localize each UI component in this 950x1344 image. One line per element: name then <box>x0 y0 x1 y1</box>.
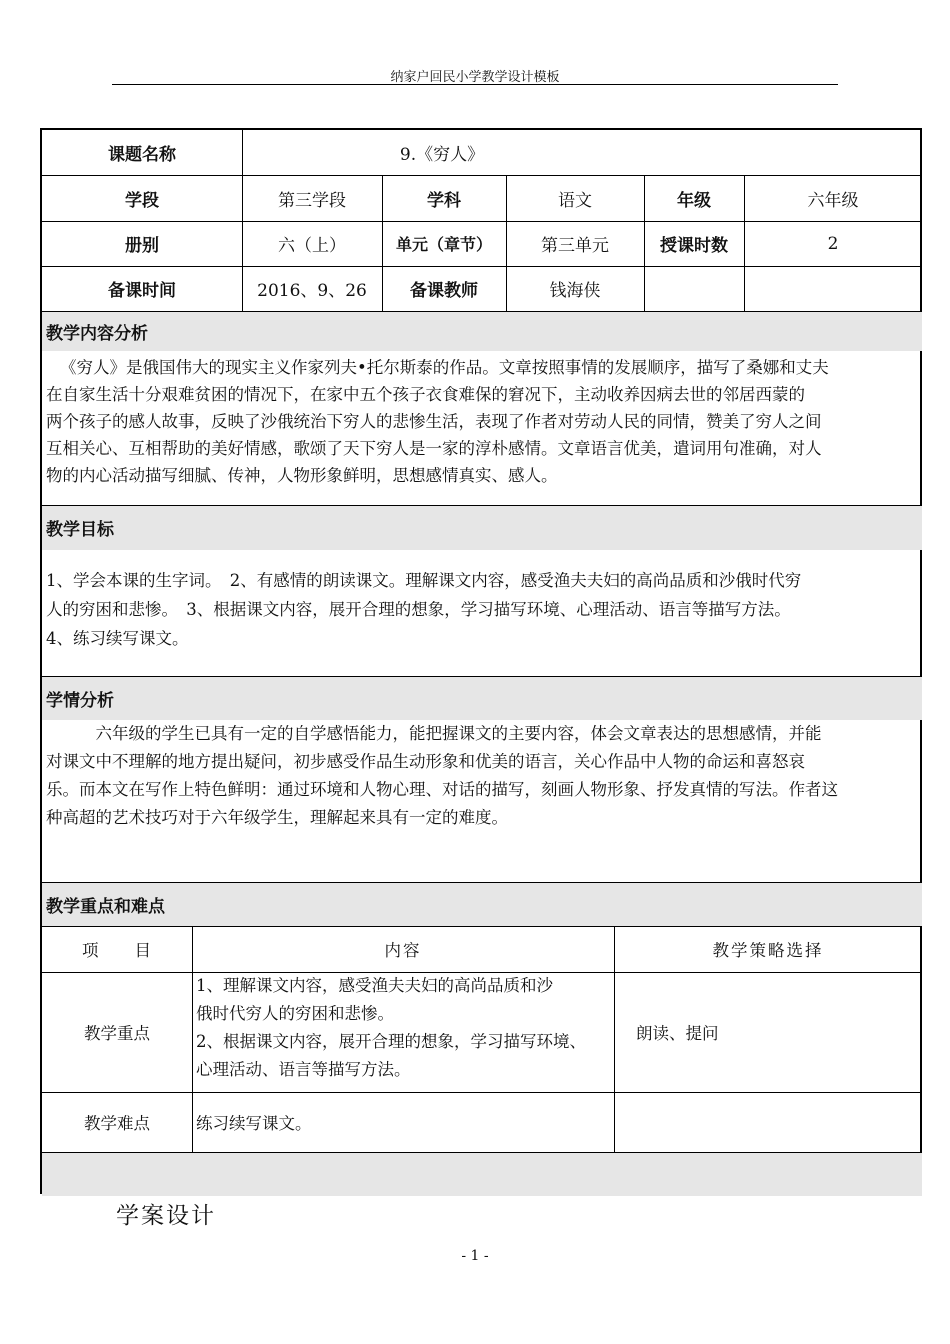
page-number: - 1 - <box>461 1248 489 1264</box>
learner-analysis-text <box>42 720 922 880</box>
prep-teacher-value: 钱海侠 <box>549 281 601 301</box>
grid-line <box>42 175 922 176</box>
prep-time-value: 2016、9、26 <box>257 281 367 301</box>
learner-analysis-line: 种高超的艺术技巧对于六年级学生，理解起来具有一定的难度。 <box>46 808 508 827</box>
volume-label: 册别 <box>125 236 159 256</box>
hours-label: 授课时数 <box>660 236 728 256</box>
prep-time-label: 备课时间 <box>108 281 176 301</box>
learner-analysis-line: 对课文中不理解的地方提出疑问，初步感受作品生动形象和优美的语言，关心作品中人物的命运和喜怒哀 <box>46 752 805 771</box>
section-title-study-plan: 学案设计 <box>116 1203 216 1229</box>
objectives-text <box>42 566 922 666</box>
content-analysis-title: 教学内容分析 <box>42 311 922 351</box>
content-analysis-line: 互相关心、互相帮助的美好情感，歌颂了天下穷人是一家的淳朴感情。文章语言优美，遣词用句准确，对人 <box>46 439 822 458</box>
learner-analysis-line: 乐。而本文在写作上特色鲜明：通过环境和人物心理、对话的描写，刻画人物形象、抒发真情的写法。作者这 <box>46 780 838 799</box>
objectives-line: 人的穷困和悲惨。 3、根据课文内容，展开合理的想象，学习描写环境、心理活动、语言等描写方法。 <box>46 600 791 619</box>
grid-line <box>42 1092 922 1093</box>
grid-line <box>614 926 615 1152</box>
prep-teacher-label: 备课教师 <box>410 281 478 301</box>
header-rule <box>112 84 838 85</box>
grid-line <box>42 221 922 222</box>
grid-line <box>242 130 243 311</box>
content-analysis-line: 两个孩子的感人故事，反映了沙俄统治下穷人的悲惨生活，表现了作者对劳动人民的同情，赞美了穷人之间 <box>46 412 822 431</box>
key-points-title: 教学重点和难点 <box>42 882 922 926</box>
grid-line <box>644 175 645 311</box>
grade-value: 六年级 <box>807 190 859 211</box>
objectives-title: 教学目标 <box>42 505 922 550</box>
col-strategy-header: 教学策略选择 <box>712 941 824 960</box>
focus-strategy: 朗读、提问 <box>636 1024 719 1043</box>
objectives-line: 4、练习续写课文。 <box>46 629 189 648</box>
grid-line <box>382 175 383 311</box>
grid-line <box>42 882 922 883</box>
grid-line <box>744 175 745 311</box>
grid-line <box>42 1152 922 1153</box>
content-analysis-line: 物的内心活动描写细腻、传神，人物形象鲜明，思想感情真实、感人。 <box>46 466 558 485</box>
grid-line <box>42 972 922 973</box>
grid-line <box>192 926 193 1152</box>
course-name-label: 课题名称 <box>108 145 176 165</box>
grid-line <box>42 676 922 677</box>
page-header: 纳家户回民小学教学设计模板 <box>390 70 560 85</box>
focus-line: 2、根据课文内容，展开合理的想象，学习描写环境、 <box>196 1032 586 1051</box>
learner-analysis-line: 六年级的学生已具有一定的自学感悟能力，能把握课文的主要内容，体会文章表达的思想感情，并能 <box>46 724 822 743</box>
hours-value: 2 <box>827 233 839 254</box>
content-analysis-line: 在自家生活十分艰难贫困的情况下，在家中五个孩子衣食难保的窘况下，主动收养因病去世的邻居西蒙的 <box>46 385 805 404</box>
grid-line <box>42 311 922 312</box>
difficulty-label: 教学难点 <box>84 1114 150 1133</box>
content-analysis-line: 《穷人》是俄国伟大的现实主义作家列夫•托尔斯泰的作品。文章按照事情的发展顺序，描写了桑娜和丈夫 <box>60 358 829 377</box>
focus-label: 教学重点 <box>84 1024 150 1043</box>
learner-analysis-title: 学情分析 <box>42 676 922 720</box>
unit-value: 第三单元 <box>541 236 609 256</box>
stage-label: 学段 <box>125 190 159 211</box>
col-item-header: 项 目 <box>82 941 152 960</box>
grid-line <box>42 926 922 927</box>
unit-label: 单元（章节） <box>395 235 492 254</box>
subject-label: 学科 <box>427 190 461 211</box>
focus-line: 1、理解课文内容，感受渔夫夫妇的高尚品质和沙 <box>196 976 553 995</box>
col-content-header: 内容 <box>384 941 422 960</box>
difficulty-content: 练习续写课文。 <box>196 1114 312 1133</box>
lesson-plan-table <box>40 128 922 1194</box>
stage-value: 第三学段 <box>278 190 346 211</box>
content-analysis-text <box>42 354 922 504</box>
grid-line <box>42 266 922 267</box>
subject-value: 语文 <box>558 190 592 211</box>
focus-line: 心理活动、语言等描写方法。 <box>196 1060 411 1079</box>
grid-line <box>42 505 922 506</box>
volume-value: 六（上） <box>278 236 346 256</box>
difficulty-strategy <box>614 1092 922 1152</box>
focus-content <box>192 972 614 1092</box>
objectives-line: 1、学会本课的生字词。 2、有感情的朗读课文。理解课文内容，感受渔夫夫妇的高尚品质和沙俄时代穷 <box>46 571 802 590</box>
focus-line: 俄时代穷人的穷困和悲惨。 <box>196 1004 394 1023</box>
course-name-value: 9.《穷人》 <box>399 145 485 165</box>
grid-line <box>506 175 507 311</box>
grade-label: 年级 <box>677 190 711 211</box>
blank-shaded-row <box>42 1152 922 1196</box>
